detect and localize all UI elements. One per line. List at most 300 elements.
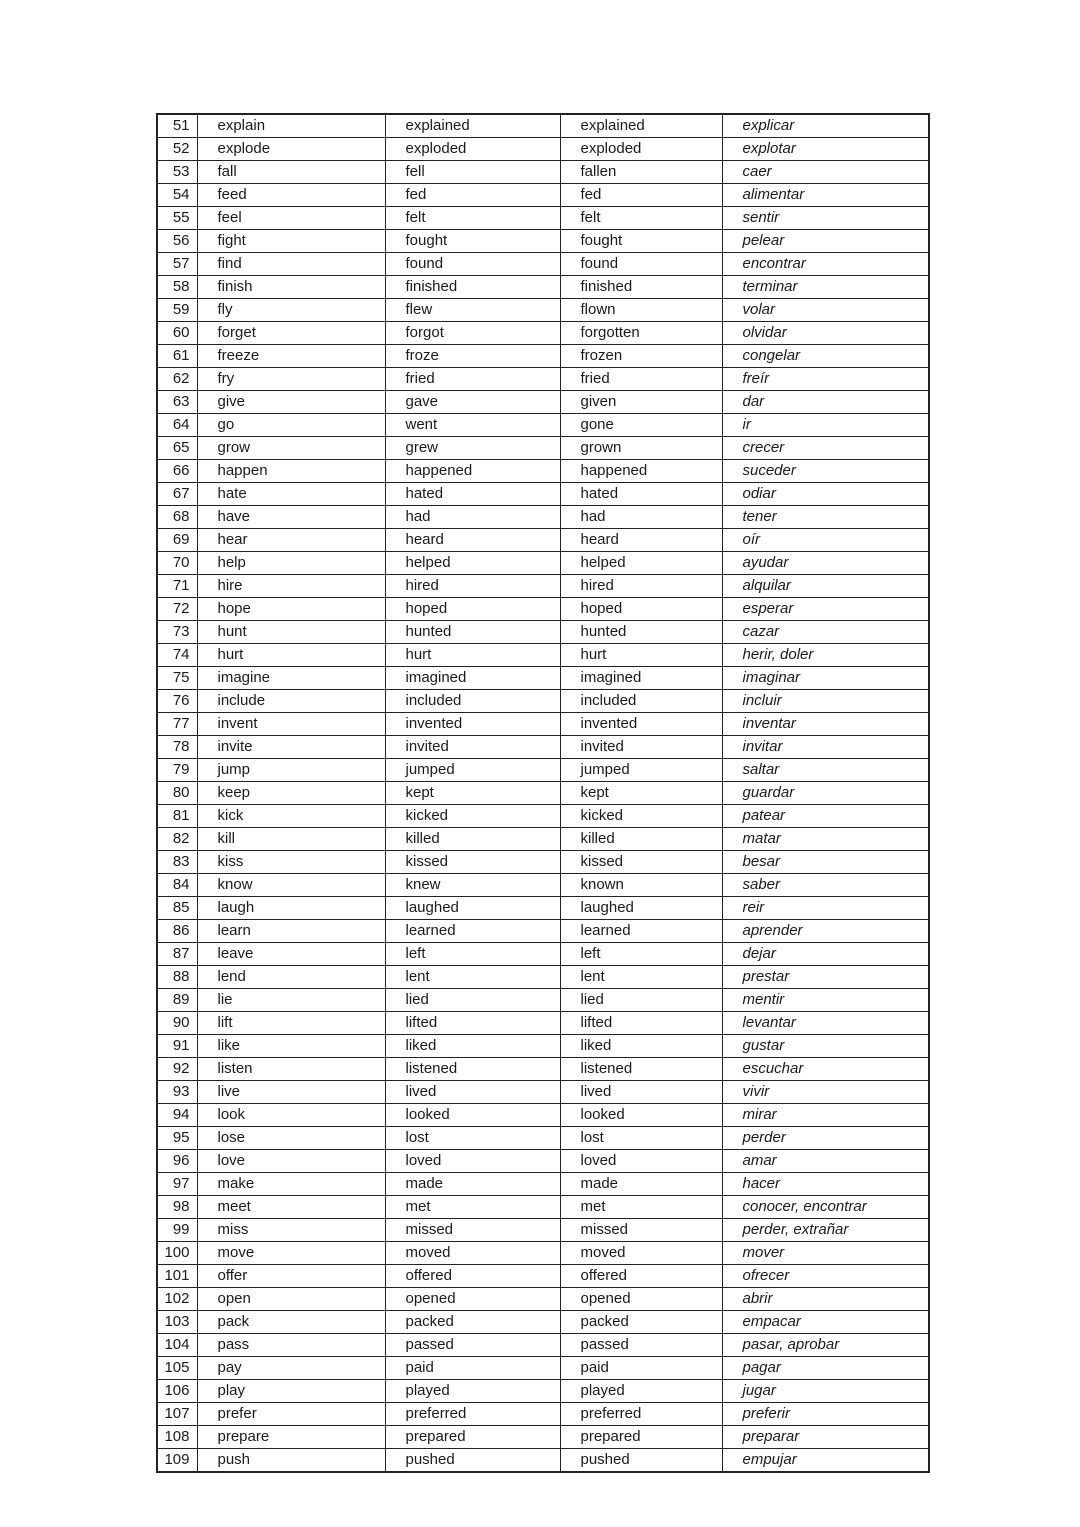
table-row (157, 782, 929, 805)
table-row (157, 966, 929, 989)
row-number-cell: 73 (157, 621, 197, 644)
table-row (157, 897, 929, 920)
past-simple-cell: packed (385, 1311, 560, 1334)
spanish-translation-cell: saber (722, 874, 929, 897)
table-row (157, 207, 929, 230)
base-form-cell: forget (197, 322, 385, 345)
row-number-cell: 63 (157, 391, 197, 414)
table-row (157, 1058, 929, 1081)
past-participle-cell: flown (560, 299, 722, 322)
base-form-cell: feed (197, 184, 385, 207)
table-row (157, 114, 929, 138)
past-participle-cell: invited (560, 736, 722, 759)
table-row (157, 690, 929, 713)
verb-table-body (157, 114, 929, 1472)
base-form-cell: listen (197, 1058, 385, 1081)
past-simple-cell: lent (385, 966, 560, 989)
spanish-translation-cell: empacar (722, 1311, 929, 1334)
spanish-translation-cell: encontrar (722, 253, 929, 276)
past-participle-cell: fried (560, 368, 722, 391)
past-participle-cell: fallen (560, 161, 722, 184)
base-form-cell: grow (197, 437, 385, 460)
spanish-translation-cell: mentir (722, 989, 929, 1012)
table-row (157, 644, 929, 667)
table-row (157, 368, 929, 391)
table-row (157, 1357, 929, 1380)
table-row (157, 1403, 929, 1426)
table-row (157, 1265, 929, 1288)
past-participle-cell: lied (560, 989, 722, 1012)
table-row (157, 1196, 929, 1219)
table-row (157, 828, 929, 851)
row-number-cell: 107 (157, 1403, 197, 1426)
verb-conjugation-table (156, 113, 930, 1473)
spanish-translation-cell: ir (722, 414, 929, 437)
row-number-cell: 96 (157, 1150, 197, 1173)
past-simple-cell: paid (385, 1357, 560, 1380)
spanish-translation-cell: perder, extrañar (722, 1219, 929, 1242)
row-number-cell: 79 (157, 759, 197, 782)
row-number-cell: 70 (157, 552, 197, 575)
row-number-cell: 60 (157, 322, 197, 345)
base-form-cell: invite (197, 736, 385, 759)
row-number-cell: 100 (157, 1242, 197, 1265)
past-simple-cell: lied (385, 989, 560, 1012)
base-form-cell: leave (197, 943, 385, 966)
past-simple-cell: opened (385, 1288, 560, 1311)
row-number-cell: 92 (157, 1058, 197, 1081)
spanish-translation-cell: explicar (722, 114, 929, 138)
table-row (157, 1334, 929, 1357)
past-participle-cell: looked (560, 1104, 722, 1127)
base-form-cell: look (197, 1104, 385, 1127)
past-participle-cell: fought (560, 230, 722, 253)
row-number-cell: 64 (157, 414, 197, 437)
spanish-translation-cell: pasar, aprobar (722, 1334, 929, 1357)
row-number-cell: 53 (157, 161, 197, 184)
past-simple-cell: had (385, 506, 560, 529)
past-participle-cell: loved (560, 1150, 722, 1173)
past-participle-cell: felt (560, 207, 722, 230)
base-form-cell: lend (197, 966, 385, 989)
row-number-cell: 75 (157, 667, 197, 690)
past-simple-cell: made (385, 1173, 560, 1196)
base-form-cell: fight (197, 230, 385, 253)
past-participle-cell: laughed (560, 897, 722, 920)
row-number-cell: 90 (157, 1012, 197, 1035)
row-number-cell: 109 (157, 1449, 197, 1473)
spanish-translation-cell: volar (722, 299, 929, 322)
row-number-cell: 84 (157, 874, 197, 897)
past-participle-cell: grown (560, 437, 722, 460)
past-simple-cell: invited (385, 736, 560, 759)
base-form-cell: hurt (197, 644, 385, 667)
spanish-translation-cell: caer (722, 161, 929, 184)
row-number-cell: 74 (157, 644, 197, 667)
base-form-cell: hope (197, 598, 385, 621)
base-form-cell: hate (197, 483, 385, 506)
past-simple-cell: froze (385, 345, 560, 368)
spanish-translation-cell: vivir (722, 1081, 929, 1104)
base-form-cell: find (197, 253, 385, 276)
table-row (157, 1219, 929, 1242)
base-form-cell: include (197, 690, 385, 713)
base-form-cell: push (197, 1449, 385, 1473)
past-simple-cell: left (385, 943, 560, 966)
row-number-cell: 51 (157, 114, 197, 138)
spanish-translation-cell: empujar (722, 1449, 929, 1473)
table-row (157, 667, 929, 690)
past-participle-cell: hated (560, 483, 722, 506)
past-simple-cell: finished (385, 276, 560, 299)
base-form-cell: like (197, 1035, 385, 1058)
spanish-translation-cell: alquilar (722, 575, 929, 598)
base-form-cell: jump (197, 759, 385, 782)
past-simple-cell: invented (385, 713, 560, 736)
base-form-cell: live (197, 1081, 385, 1104)
past-participle-cell: had (560, 506, 722, 529)
row-number-cell: 78 (157, 736, 197, 759)
past-participle-cell: found (560, 253, 722, 276)
past-simple-cell: fought (385, 230, 560, 253)
table-row (157, 1012, 929, 1035)
base-form-cell: fry (197, 368, 385, 391)
base-form-cell: know (197, 874, 385, 897)
row-number-cell: 98 (157, 1196, 197, 1219)
past-simple-cell: found (385, 253, 560, 276)
past-participle-cell: lived (560, 1081, 722, 1104)
base-form-cell: pay (197, 1357, 385, 1380)
past-simple-cell: loved (385, 1150, 560, 1173)
row-number-cell: 104 (157, 1334, 197, 1357)
past-simple-cell: passed (385, 1334, 560, 1357)
past-simple-cell: preferred (385, 1403, 560, 1426)
row-number-cell: 59 (157, 299, 197, 322)
row-number-cell: 62 (157, 368, 197, 391)
spanish-translation-cell: preparar (722, 1426, 929, 1449)
past-participle-cell: happened (560, 460, 722, 483)
spanish-translation-cell: odiar (722, 483, 929, 506)
row-number-cell: 105 (157, 1357, 197, 1380)
past-participle-cell: frozen (560, 345, 722, 368)
spanish-translation-cell: inventar (722, 713, 929, 736)
table-row (157, 483, 929, 506)
past-participle-cell: prepared (560, 1426, 722, 1449)
past-participle-cell: liked (560, 1035, 722, 1058)
past-simple-cell: grew (385, 437, 560, 460)
base-form-cell: open (197, 1288, 385, 1311)
base-form-cell: hear (197, 529, 385, 552)
table-row (157, 1449, 929, 1473)
past-simple-cell: imagined (385, 667, 560, 690)
past-simple-cell: flew (385, 299, 560, 322)
spanish-translation-cell: amar (722, 1150, 929, 1173)
table-row (157, 161, 929, 184)
past-participle-cell: met (560, 1196, 722, 1219)
table-row (157, 138, 929, 161)
row-number-cell: 57 (157, 253, 197, 276)
spanish-translation-cell: ayudar (722, 552, 929, 575)
row-number-cell: 103 (157, 1311, 197, 1334)
table-row (157, 299, 929, 322)
past-participle-cell: exploded (560, 138, 722, 161)
base-form-cell: learn (197, 920, 385, 943)
spanish-translation-cell: preferir (722, 1403, 929, 1426)
past-participle-cell: hunted (560, 621, 722, 644)
base-form-cell: hire (197, 575, 385, 598)
table-row (157, 529, 929, 552)
past-simple-cell: helped (385, 552, 560, 575)
spanish-translation-cell: guardar (722, 782, 929, 805)
table-row (157, 713, 929, 736)
past-simple-cell: listened (385, 1058, 560, 1081)
spanish-translation-cell: mover (722, 1242, 929, 1265)
base-form-cell: finish (197, 276, 385, 299)
base-form-cell: happen (197, 460, 385, 483)
table-row (157, 552, 929, 575)
row-number-cell: 108 (157, 1426, 197, 1449)
past-participle-cell: missed (560, 1219, 722, 1242)
spanish-translation-cell: hacer (722, 1173, 929, 1196)
table-row (157, 1426, 929, 1449)
base-form-cell: lie (197, 989, 385, 1012)
spanish-translation-cell: mirar (722, 1104, 929, 1127)
past-simple-cell: looked (385, 1104, 560, 1127)
base-form-cell: laugh (197, 897, 385, 920)
past-participle-cell: opened (560, 1288, 722, 1311)
past-simple-cell: jumped (385, 759, 560, 782)
past-simple-cell: killed (385, 828, 560, 851)
spanish-translation-cell: oír (722, 529, 929, 552)
past-simple-cell: learned (385, 920, 560, 943)
past-participle-cell: killed (560, 828, 722, 851)
past-simple-cell: lived (385, 1081, 560, 1104)
base-form-cell: prepare (197, 1426, 385, 1449)
table-row (157, 575, 929, 598)
spanish-translation-cell: tener (722, 506, 929, 529)
table-row (157, 1104, 929, 1127)
base-form-cell: kiss (197, 851, 385, 874)
row-number-cell: 61 (157, 345, 197, 368)
past-participle-cell: hoped (560, 598, 722, 621)
table-row (157, 414, 929, 437)
table-row (157, 460, 929, 483)
past-simple-cell: happened (385, 460, 560, 483)
past-simple-cell: went (385, 414, 560, 437)
base-form-cell: give (197, 391, 385, 414)
past-simple-cell: fell (385, 161, 560, 184)
row-number-cell: 94 (157, 1104, 197, 1127)
spanish-translation-cell: explotar (722, 138, 929, 161)
past-participle-cell: moved (560, 1242, 722, 1265)
base-form-cell: fall (197, 161, 385, 184)
row-number-cell: 86 (157, 920, 197, 943)
spanish-translation-cell: freír (722, 368, 929, 391)
row-number-cell: 82 (157, 828, 197, 851)
base-form-cell: play (197, 1380, 385, 1403)
past-participle-cell: finished (560, 276, 722, 299)
past-simple-cell: moved (385, 1242, 560, 1265)
past-participle-cell: jumped (560, 759, 722, 782)
row-number-cell: 97 (157, 1173, 197, 1196)
base-form-cell: keep (197, 782, 385, 805)
row-number-cell: 88 (157, 966, 197, 989)
base-form-cell: meet (197, 1196, 385, 1219)
past-simple-cell: heard (385, 529, 560, 552)
row-number-cell: 58 (157, 276, 197, 299)
past-participle-cell: packed (560, 1311, 722, 1334)
spanish-translation-cell: suceder (722, 460, 929, 483)
spanish-translation-cell: patear (722, 805, 929, 828)
past-simple-cell: knew (385, 874, 560, 897)
past-simple-cell: explained (385, 114, 560, 138)
past-participle-cell: invented (560, 713, 722, 736)
past-simple-cell: exploded (385, 138, 560, 161)
table-row (157, 437, 929, 460)
row-number-cell: 77 (157, 713, 197, 736)
table-row (157, 184, 929, 207)
past-simple-cell: offered (385, 1265, 560, 1288)
base-form-cell: explain (197, 114, 385, 138)
row-number-cell: 106 (157, 1380, 197, 1403)
past-simple-cell: felt (385, 207, 560, 230)
past-simple-cell: gave (385, 391, 560, 414)
table-row (157, 1173, 929, 1196)
row-number-cell: 87 (157, 943, 197, 966)
spanish-translation-cell: levantar (722, 1012, 929, 1035)
past-participle-cell: hired (560, 575, 722, 598)
table-row (157, 759, 929, 782)
past-participle-cell: lifted (560, 1012, 722, 1035)
table-row (157, 1242, 929, 1265)
spanish-translation-cell: abrir (722, 1288, 929, 1311)
past-simple-cell: kicked (385, 805, 560, 828)
table-row (157, 874, 929, 897)
row-number-cell: 89 (157, 989, 197, 1012)
base-form-cell: fly (197, 299, 385, 322)
past-participle-cell: known (560, 874, 722, 897)
table-row (157, 598, 929, 621)
past-simple-cell: lost (385, 1127, 560, 1150)
spanish-translation-cell: terminar (722, 276, 929, 299)
past-participle-cell: lost (560, 1127, 722, 1150)
spanish-translation-cell: saltar (722, 759, 929, 782)
table-row (157, 851, 929, 874)
spanish-translation-cell: pagar (722, 1357, 929, 1380)
spanish-translation-cell: herir, doler (722, 644, 929, 667)
table-row (157, 1081, 929, 1104)
past-participle-cell: imagined (560, 667, 722, 690)
row-number-cell: 85 (157, 897, 197, 920)
past-simple-cell: missed (385, 1219, 560, 1242)
past-participle-cell: preferred (560, 1403, 722, 1426)
past-participle-cell: left (560, 943, 722, 966)
past-participle-cell: kicked (560, 805, 722, 828)
base-form-cell: lift (197, 1012, 385, 1035)
base-form-cell: freeze (197, 345, 385, 368)
past-participle-cell: gone (560, 414, 722, 437)
table-row (157, 506, 929, 529)
spanish-translation-cell: sentir (722, 207, 929, 230)
row-number-cell: 80 (157, 782, 197, 805)
base-form-cell: miss (197, 1219, 385, 1242)
spanish-translation-cell: dejar (722, 943, 929, 966)
row-number-cell: 72 (157, 598, 197, 621)
spanish-translation-cell: esperar (722, 598, 929, 621)
past-simple-cell: fed (385, 184, 560, 207)
spanish-translation-cell: cazar (722, 621, 929, 644)
spanish-translation-cell: besar (722, 851, 929, 874)
base-form-cell: kick (197, 805, 385, 828)
past-participle-cell: hurt (560, 644, 722, 667)
past-simple-cell: hurt (385, 644, 560, 667)
past-participle-cell: made (560, 1173, 722, 1196)
spanish-translation-cell: imaginar (722, 667, 929, 690)
row-number-cell: 71 (157, 575, 197, 598)
past-simple-cell: prepared (385, 1426, 560, 1449)
past-participle-cell: forgotten (560, 322, 722, 345)
table-row (157, 1150, 929, 1173)
spanish-translation-cell: incluir (722, 690, 929, 713)
row-number-cell: 99 (157, 1219, 197, 1242)
table-row (157, 253, 929, 276)
past-simple-cell: hoped (385, 598, 560, 621)
past-participle-cell: offered (560, 1265, 722, 1288)
past-participle-cell: helped (560, 552, 722, 575)
past-participle-cell: kept (560, 782, 722, 805)
past-participle-cell: kissed (560, 851, 722, 874)
base-form-cell: move (197, 1242, 385, 1265)
spanish-translation-cell: perder (722, 1127, 929, 1150)
spanish-translation-cell: jugar (722, 1380, 929, 1403)
table-row (157, 1035, 929, 1058)
past-participle-cell: listened (560, 1058, 722, 1081)
row-number-cell: 68 (157, 506, 197, 529)
spanish-translation-cell: crecer (722, 437, 929, 460)
spanish-translation-cell: alimentar (722, 184, 929, 207)
past-simple-cell: included (385, 690, 560, 713)
past-simple-cell: lifted (385, 1012, 560, 1035)
past-simple-cell: fried (385, 368, 560, 391)
base-form-cell: help (197, 552, 385, 575)
past-participle-cell: heard (560, 529, 722, 552)
base-form-cell: offer (197, 1265, 385, 1288)
row-number-cell: 56 (157, 230, 197, 253)
row-number-cell: 52 (157, 138, 197, 161)
base-form-cell: kill (197, 828, 385, 851)
row-number-cell: 65 (157, 437, 197, 460)
spanish-translation-cell: gustar (722, 1035, 929, 1058)
spanish-translation-cell: aprender (722, 920, 929, 943)
base-form-cell: make (197, 1173, 385, 1196)
table-row (157, 1127, 929, 1150)
past-simple-cell: laughed (385, 897, 560, 920)
table-row (157, 391, 929, 414)
past-simple-cell: played (385, 1380, 560, 1403)
base-form-cell: imagine (197, 667, 385, 690)
row-number-cell: 55 (157, 207, 197, 230)
table-row (157, 1311, 929, 1334)
spanish-translation-cell: reir (722, 897, 929, 920)
spanish-translation-cell: dar (722, 391, 929, 414)
base-form-cell: pack (197, 1311, 385, 1334)
past-participle-cell: played (560, 1380, 722, 1403)
table-row (157, 1380, 929, 1403)
table-row (157, 920, 929, 943)
table-row (157, 1288, 929, 1311)
past-simple-cell: hated (385, 483, 560, 506)
past-participle-cell: paid (560, 1357, 722, 1380)
